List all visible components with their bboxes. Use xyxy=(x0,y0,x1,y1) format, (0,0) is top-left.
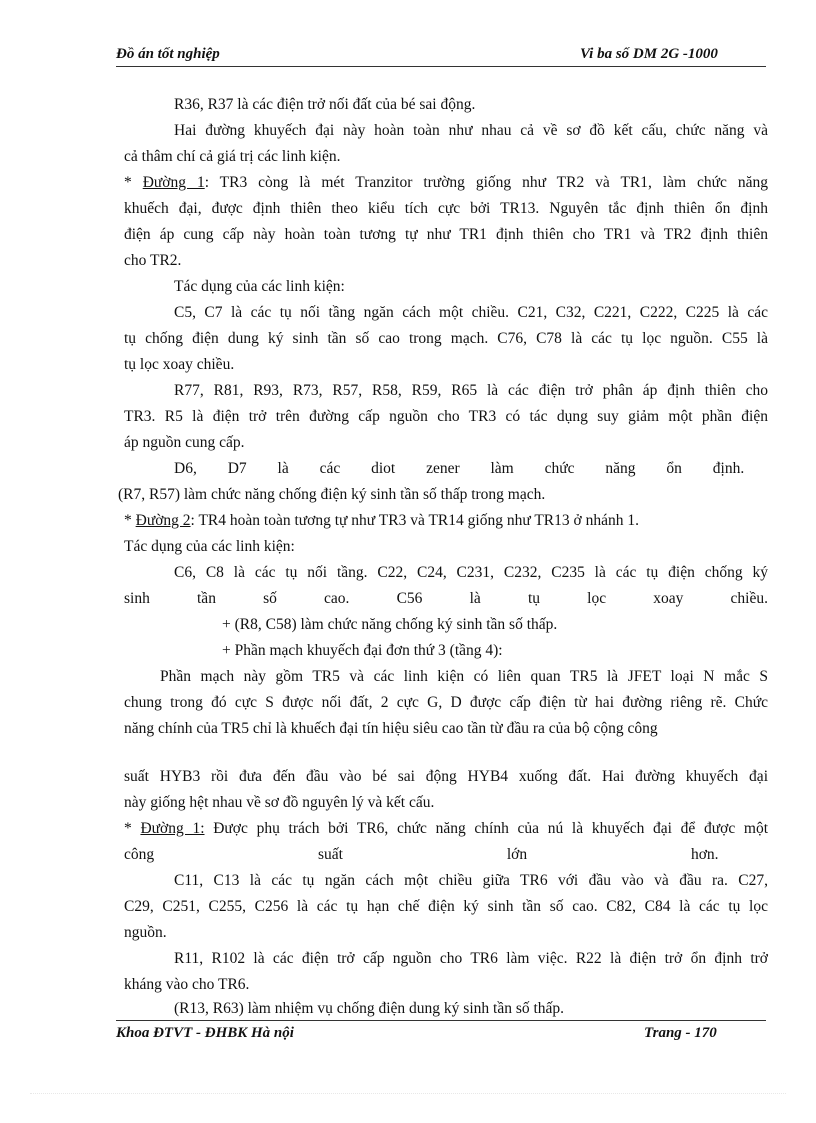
page-header xyxy=(116,46,766,67)
text-line: * Đường 1: Được phụ trách bởi TR6, chức năng chính của nú là khuyếch đại để được một xyxy=(124,820,769,837)
text-line: áp nguồn cung cấp. xyxy=(124,434,245,451)
text-line: (R7, R57) làm chức năng chống điện ký sinh tần số thấp trong mạch. xyxy=(118,486,546,503)
text-line: tụ lọc xoay chiều. xyxy=(124,356,235,373)
text-line: cho TR2. xyxy=(124,252,182,269)
page-footer xyxy=(116,1020,766,1047)
text-line: điện áp cung cấp này hoàn toàn tương tự như TR1 định thiên cho TR1 và TR2 định thiên xyxy=(124,226,768,243)
footer-department: Khoa ĐTVT - ĐHBK Hà nội xyxy=(116,1025,294,1041)
text-line: R77, R81, R93, R73, R57, R58, R59, R65 là các điện trở phân áp định thiên cho xyxy=(174,382,768,399)
text-line: C29, C251, C255, C256 là các tụ hạn chế điện ký sinh tần số cao. C82, C84 là các tụ lọc xyxy=(124,898,768,915)
text-line: Hai đường khuyếch đại này hoàn toàn như nhau cả về sơ đồ kết cấu, chức năng và xyxy=(174,122,768,139)
text-line: suất HYB3 rồi đưa đến đầu vào bé sai động HYB4 xuống đất. Hai đường khuyếch đại xyxy=(124,768,768,785)
text-line: sinh tần số cao. C56 là tụ lọc xoay chiều. xyxy=(124,590,768,607)
text-line: này giống hệt nhau về sơ đồ nguyên lý và kết cấu. xyxy=(124,794,435,811)
text-line: + (R8, C58) làm chức năng chống ký sinh tần số thấp. xyxy=(222,616,558,633)
section-label: Đường 2 xyxy=(135,512,191,529)
text-line: R36, R37 là các điện trở nối đất của bé sai động. xyxy=(174,96,476,113)
text-line: * Đường 1: TR3 còng là mét Tranzitor trường giống như TR2 và TR1, làm chức năng xyxy=(124,174,769,191)
text-line: D6, D7 là các diot zener làm chức năng ổn định. xyxy=(174,460,745,477)
text-line: C11, C13 là các tụ ngăn cách một chiều giữa TR6 với đầu vào và đầu ra. C27, xyxy=(174,872,768,889)
page-edge-divider xyxy=(30,1093,786,1094)
text-line: kháng vào cho TR6. xyxy=(124,976,250,993)
section-label: Đường 1 xyxy=(142,174,205,191)
text-line: khuếch đại, được định thiên theo kiểu tích cực bởi TR13. Nguyên tắc định thiên ổn định xyxy=(124,200,768,217)
text-line: nguồn. xyxy=(124,924,167,941)
text-line: R11, R102 là các điện trở cấp nguồn cho TR6 làm việc. R22 là điện trở ổn định trở xyxy=(174,950,768,967)
page-number: Trang - 170 xyxy=(644,1025,717,1041)
text-line: năng chính của TR5 chỉ là khuếch đại tín hiệu siêu cao tần từ đầu ra của bộ cộng công xyxy=(124,720,658,737)
text-line: công suất lớn hơn. xyxy=(124,846,719,863)
text-line: Tác dụng của các linh kiện: xyxy=(124,538,295,555)
text-line: + Phần mạch khuyếch đại đơn thứ 3 (tầng 4): xyxy=(222,642,503,659)
text-line: C6, C8 là các tụ nối tầng. C22, C24, C231, C232, C235 là các tụ điện chống ký xyxy=(174,564,768,581)
text-line: TR3. R5 là điện trở trên đường cấp nguồn cho TR3 có tác dụng suy giảm một phần điện xyxy=(124,408,768,425)
text-line: tụ chống điện dung ký sinh tần số cao trong mạch. C76, C78 là các tụ lọc nguồn. C55 là xyxy=(124,330,768,347)
section-label: Đường 1: xyxy=(140,820,205,837)
text-line: Phần mạch này gồm TR5 và các linh kiện có liên quan TR5 là JFET loại N mắc S xyxy=(160,668,768,685)
header-title: Đồ án tốt nghiệp xyxy=(116,46,220,62)
text-line: chung trong đó cực S được nối đất, 2 cực G, D được cấp điện từ hai đường riêng rẽ. Chức xyxy=(124,694,768,711)
text-line: * Đường 2: TR4 hoàn toàn tương tự như TR3 và TR14 giống như TR13 ở nhánh 1. xyxy=(124,512,639,529)
text-line: Tác dụng của các linh kiện: xyxy=(174,278,345,295)
header-subtitle: Vi ba số DM 2G -1000 xyxy=(580,46,718,62)
text-line: (R13, R63) làm nhiệm vụ chống điện dung ký sinh tần số thấp. xyxy=(174,1000,565,1017)
text-line: C5, C7 là các tụ nối tầng ngăn cách một chiều. C21, C32, C221, C222, C225 là các xyxy=(174,304,768,321)
text-line: cả thâm chí cả giá trị các linh kiện. xyxy=(124,148,341,165)
